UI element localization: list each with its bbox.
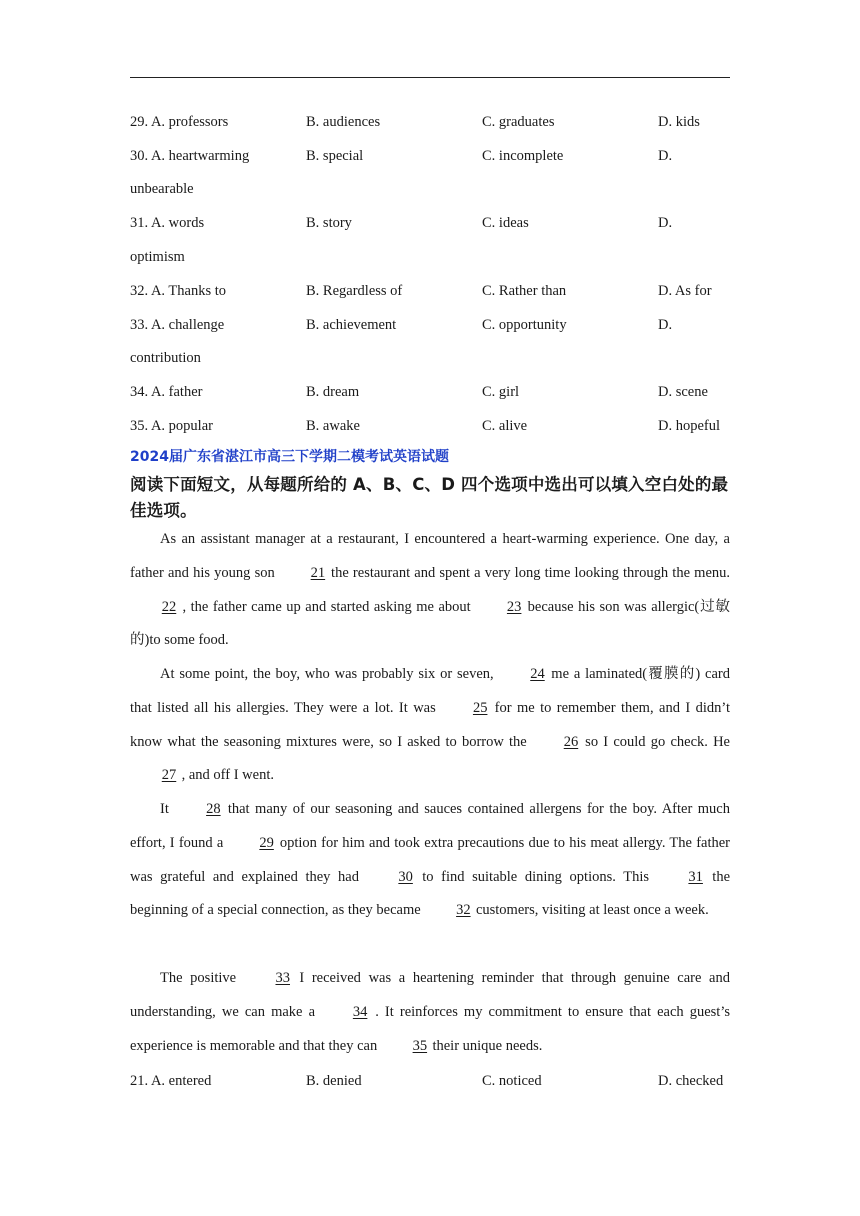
blank-29: 29 <box>259 834 274 851</box>
option-d: D. <box>658 317 673 333</box>
passage-paragraph-2 <box>130 658 730 793</box>
passage-text: to find suitable dining options. This <box>414 868 657 885</box>
blank-32: 32 <box>456 902 471 919</box>
option-row-34 <box>130 382 730 402</box>
option-row-29 <box>130 112 730 132</box>
passage-text: the restaurant and spent a very long time looking through the menu. <box>326 564 731 581</box>
passage-text: It <box>160 801 175 817</box>
blank-25: 25 <box>472 699 488 716</box>
option-b: B. Regardless of <box>306 283 403 299</box>
passage-text: As an assistant manager at a restaurant, I encountered a heart-warming experience. One day, a father and his young son <box>130 531 730 581</box>
passage-text: . It reinforces my commitment to ensure that each guest’s experience is memorable and that they can <box>130 1003 731 1054</box>
option-row-33 <box>130 315 730 335</box>
option-a: 30. A. heartwarming <box>130 148 250 164</box>
blank-26: 26 <box>563 733 579 750</box>
passage-paragraph-4 <box>130 962 730 1063</box>
option-c: C. noticed <box>482 1073 542 1089</box>
blank-33: 33 <box>275 970 290 986</box>
passage-text: because his son was allergic(过敏的)to some food. <box>130 598 730 649</box>
option-a: 34. A. father <box>130 384 203 400</box>
option-b: B. denied <box>306 1073 362 1089</box>
option-c: C. graduates <box>482 114 555 130</box>
option-c: C. Rather than <box>482 283 567 299</box>
option-a: 29. A. professors <box>130 114 229 130</box>
passage-text: for me to remember them, and I didn’t know what the seasoning mixtures were, so I asked to borrow the <box>130 699 730 750</box>
option-c: C. incomplete <box>482 148 564 164</box>
option-b: B. dream <box>306 384 360 400</box>
option-c: C. ideas <box>482 215 529 231</box>
option-c: C. girl <box>482 384 520 400</box>
blank-24: 24 <box>530 666 545 682</box>
blank-28: 28 <box>206 801 221 817</box>
exam-source-title: 2024届广东省湛江市高三下学期二模考试英语试题 <box>130 449 449 465</box>
option-a: 35. A. popular <box>130 418 213 434</box>
option-row-31 <box>130 213 730 233</box>
passage-text: , and off I went. <box>178 767 274 784</box>
option-b: B. audiences <box>306 114 381 130</box>
passage-text: At some point, the boy, who was probably six or seven, <box>160 666 499 682</box>
blank-34: 34 <box>352 1003 368 1020</box>
passage-text: , the father came up and started asking me about <box>178 598 476 615</box>
option-a: 33. A. challenge <box>130 317 225 333</box>
option-d-wrap-30: unbearable <box>130 181 194 197</box>
option-b: B. story <box>306 215 352 231</box>
option-b: B. special <box>306 148 364 164</box>
passage-text: I received was a heartening reminder that through genuine care and understanding, we can make a <box>130 970 730 1020</box>
blank-31: 31 <box>688 868 703 885</box>
passage-text: option for him and took extra precautions due to his meat allergy. The father was grateful and explained they had <box>130 834 730 885</box>
option-d: D. <box>658 215 673 231</box>
blank-23: 23 <box>506 598 522 615</box>
passage-paragraph-1 <box>130 523 730 658</box>
option-row-32 <box>130 281 730 301</box>
passage-text: the beginning of a special connection, as they became <box>130 868 730 919</box>
option-a: 31. A. words <box>130 215 205 231</box>
option-a: 32. A. Thanks to <box>130 283 226 299</box>
blank-30: 30 <box>398 868 413 885</box>
option-d-wrap-33: contribution <box>130 350 201 366</box>
option-c: C. alive <box>482 418 528 434</box>
option-d-wrap-31: optimism <box>130 249 185 265</box>
instruction-text: 阅读下面短文，从每题所给的 A、B、C、D 四个选项中选出可以填入空白处的最佳选项。 <box>130 475 729 520</box>
option-b: B. awake <box>306 418 360 434</box>
passage-text: that many of our seasoning and sauces contained allergens for the boy. After much effort, I found a <box>130 801 730 851</box>
option-d: D. As for <box>658 283 712 299</box>
option-d: D. checked <box>658 1073 724 1089</box>
passage-text: their unique needs. <box>428 1037 543 1054</box>
option-row-30 <box>130 146 730 166</box>
blank-21: 21 <box>310 564 326 581</box>
blank-22: 22 <box>161 598 177 615</box>
blank-27: 27 <box>161 767 177 784</box>
passage-text: me a laminated(覆膜的) card that listed all his allergies. They were a lot. It was <box>130 666 730 716</box>
option-a: 21. A. entered <box>130 1073 212 1089</box>
passage-text: The positive <box>160 970 244 986</box>
passage-text: customers, visiting at least once a week. <box>472 902 709 919</box>
option-d: D. hopeful <box>658 418 721 434</box>
option-d: D. kids <box>658 114 700 130</box>
option-d: D. <box>658 148 673 164</box>
option-c: C. opportunity <box>482 317 567 333</box>
option-b: B. achievement <box>306 317 397 333</box>
header-rule <box>130 77 730 78</box>
blank-35: 35 <box>412 1037 428 1054</box>
option-d: D. scene <box>658 384 708 400</box>
passage-paragraph-3 <box>130 793 730 928</box>
option-row-21 <box>130 1071 730 1091</box>
option-row-35 <box>130 416 730 436</box>
passage-text: so I could go check. He <box>579 733 730 750</box>
